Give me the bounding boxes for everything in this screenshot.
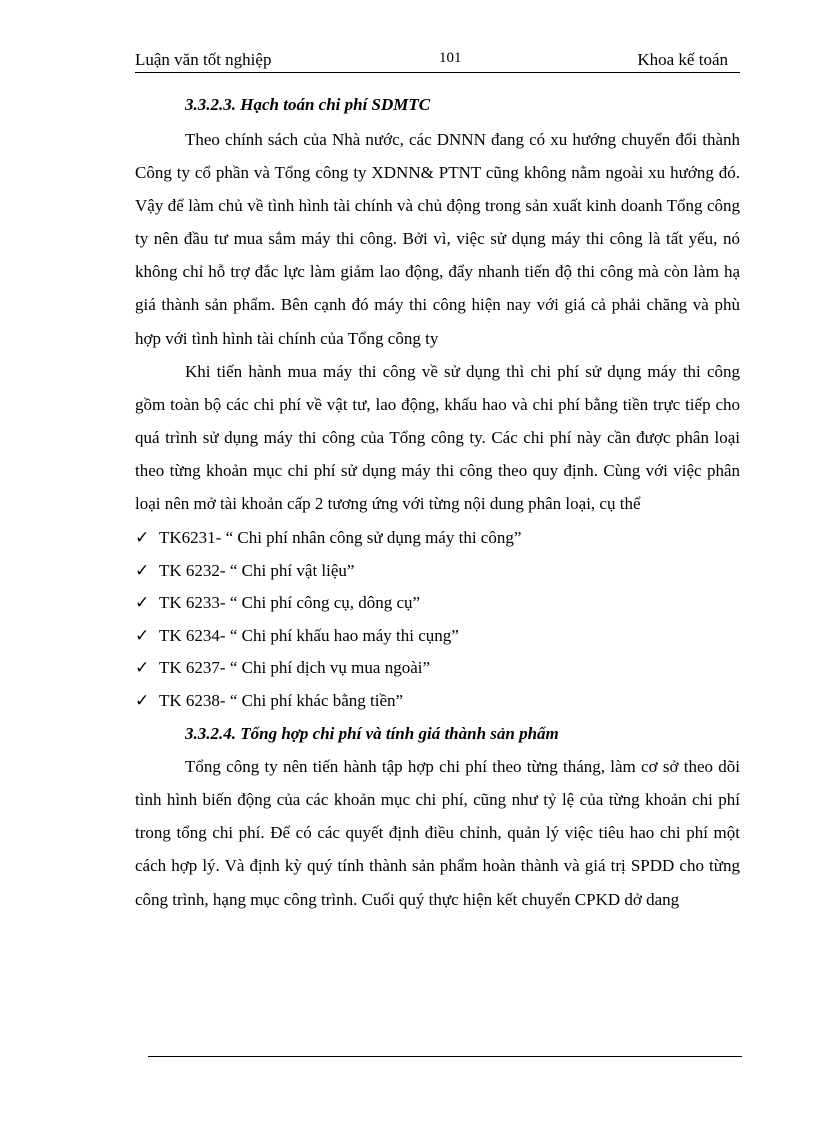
checkmark-icon: ✓ [135, 658, 150, 678]
checkmark-icon: ✓ [135, 690, 150, 710]
paragraph-1: Theo chính sách của Nhà nước, các DNNN đang có xu hướng chuyển đổi thành Công ty cổ phần và Tổng công ty XDNN& PTNT cũng không nằm ngoài xu hướng đó. Vậy để làm chủ về tình hình tài chính và chủ động trong sản xuất kinh doanh Tổng công ty nên đầu tư mua sắm máy thi công. Bởi vì, việc sử dụng máy thi công là tất yếu, nó không chỉ hỗ trợ đắc lực làm giảm lao động, đẩy nhanh tiến độ thi công mà còn làm hạ giá thành sản phẩm. Bên cạnh đó máy thi công hiện nay với giá cả phải chăng và phù hợp với tình hình tài chính của Tổng công ty [135, 130, 740, 348]
list-item: ✓ TK 6237- “ Chi phí dịch vụ mua ngoài” [135, 652, 740, 685]
footer-divider [148, 1056, 742, 1057]
header-thesis-title: Luận văn tốt nghiệp [135, 50, 272, 69]
checkmark-icon: ✓ [135, 560, 150, 580]
list-item: ✓ TK6231- “ Chi phí nhân công sử dụng máy thi công” [135, 522, 740, 555]
page-body [135, 92, 740, 916]
page-number: 101 [439, 50, 462, 66]
paragraph-2: Khi tiến hành mua máy thi công về sử dụng thì chi phí sử dụng máy thi công gồm toàn bộ các chi phí về vật tư, lao động, khấu hao và chi phí bằng tiền trực tiếp cho quá trình sử dụng máy thi công của Tổng công ty. Các chi phí này cần được phân loại theo từng khoản mục chi phí sử dụng máy thi công theo quy định. Cùng với việc phân loại nên mở tài khoản cấp 2 tương ứng với từng nội dung phân loại, cụ thể [135, 361, 740, 514]
list-item: ✓ TK 6238- “ Chi phí khác bằng tiền” [135, 685, 740, 718]
paragraph-3: Tổng công ty nên tiến hành tập hợp chi phí theo từng tháng, làm cơ sở theo dõi tình hình biến động của các khoản mục chi phí, cũng như tỷ lệ của từng khoản chi phí trong tổng chi phí. Để có các quyết định điều chỉnh, quản lý việc tiêu hao chi phí một cách hợp lý. Và định kỳ quý tính thành sản phẩm hoàn thành và giá trị SPDD cho từng công trình, hạng mục công trình. Cuối quý thực hiện kết chuyển CPKD dở dang [135, 757, 740, 909]
checkmark-icon: ✓ [135, 625, 150, 645]
checkmark-icon: ✓ [135, 528, 150, 548]
checkmark-icon: ✓ [135, 593, 150, 613]
section-heading-3-3-2-3: 3.3.2.3. Hạch toán chi phí SDMTC [185, 95, 431, 114]
page-header [135, 48, 740, 73]
header-faculty: Khoa kế toán [637, 50, 728, 69]
section-heading-3-3-2-4: 3.3.2.4. Tổng hợp chi phí và tính giá thành sản phẩm [185, 724, 559, 744]
list-item: ✓ TK 6234- “ Chi phí khấu hao máy thi cụng” [135, 620, 740, 653]
list-item: ✓ TK 6233- “ Chi phí công cụ, dông cụ” [135, 587, 740, 620]
list-item: ✓ TK 6232- “ Chi phí vật liệu” [135, 555, 740, 588]
account-list [135, 522, 740, 717]
